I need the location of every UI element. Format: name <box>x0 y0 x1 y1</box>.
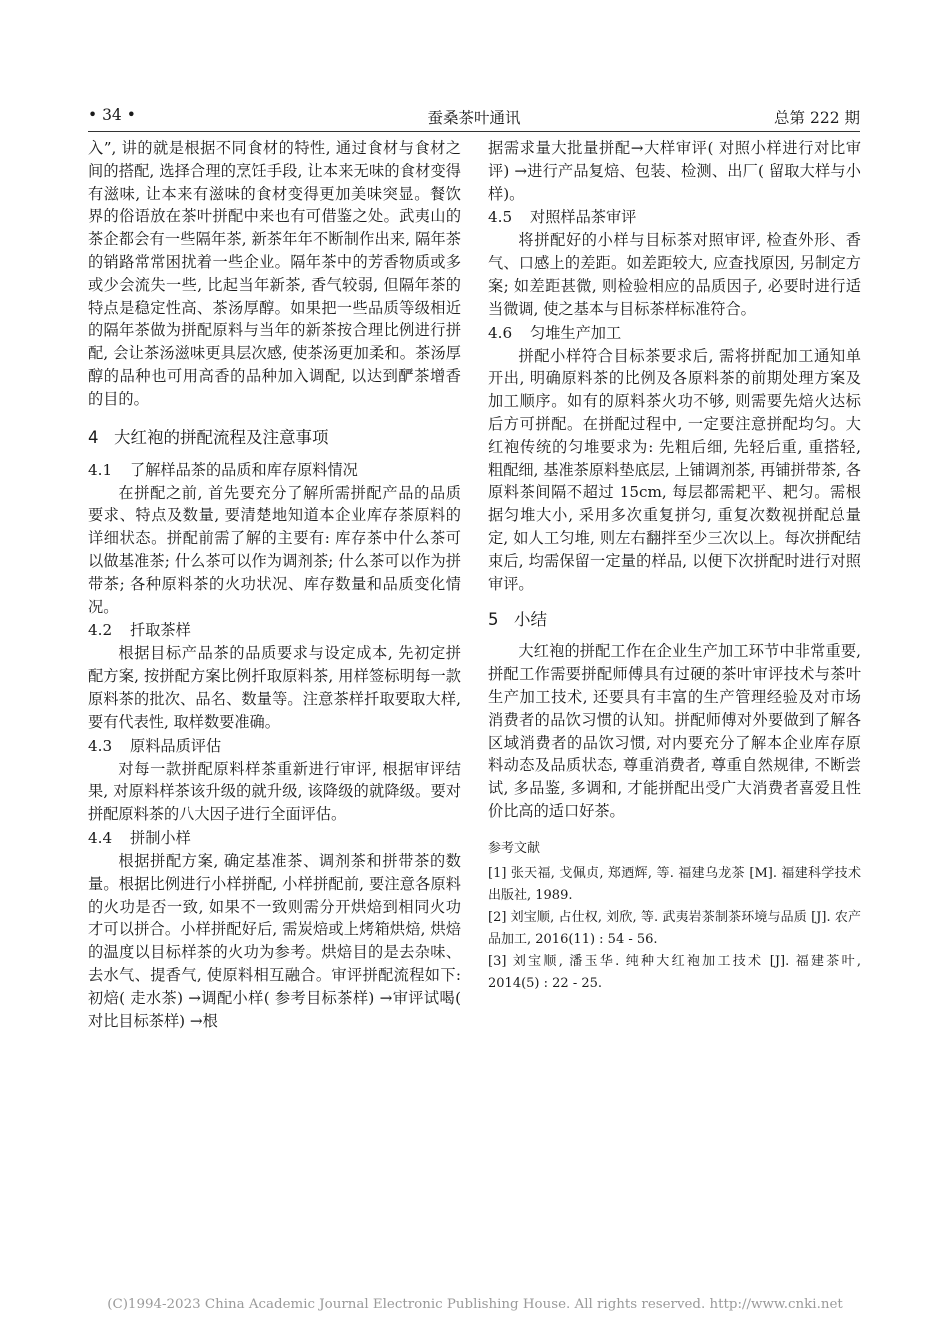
section-4-6-number: 4.6 <box>488 323 513 342</box>
section-4-3-heading <box>88 734 461 758</box>
section-4-2-title: 扦取茶样 <box>130 621 191 640</box>
section-4-6-text: 拼配小样符合目标茶要求后, 需将拼配加工通知单开出, 明确原料茶的比例及各原料茶的前期处理方案及加工顺序。如有的原料茶火功不够, 则需要先焙火达标后方可拼配。在拼配过程中, 一定要注意拼配均匀。大红袍传统的匀堆要求为: 先粗后细, 先轻后重, 重搭轻, 粗配细, 基准茶原料垫底层, 上铺调剂茶, 再铺拼带茶, 各原料茶间隔不超过 15cm, 每层都需耙平、耙匀。需根据匀堆大小, 采用多次重复拼匀, 重复次数视拼配总量定, 如人工匀堆, 则左右翻拌至少三次以上。每次拼配结束后, 均需保留一定量的样品, 以便下次拼配时进行对照审评。 <box>488 346 861 593</box>
section-4-5-title: 对照样品茶审评 <box>530 208 637 227</box>
section-4-1-title: 了解样品茶的品质和库存原料情况 <box>130 460 358 479</box>
section-4-3-number: 4.3 <box>88 736 113 755</box>
header-rule <box>88 131 860 132</box>
section-4-5-number: 4.5 <box>488 208 513 227</box>
left-column <box>88 137 461 1032</box>
intro-paragraph: 入”, 讲的就是根据不同食材的特性, 通过食材与食材之间的搭配, 选择合理的烹饪手段, 让本来无味的食材变得有滋味, 让本来有滋味的食材变得更加美味突显。餐饮界的俗语放在茶叶拼配中来也有可借鉴之处。武夷山的茶企都会有一些隔年茶, 新茶年年不断制作出来, 隔年茶的销路常常困扰着一些企业。隔年茶中的芳香物质或多或少会流失一些, 比起当年新茶, 香气较弱, 但隔年茶的特点是稳定性高、茶汤厚醇。如果把一些品质等级相近的隔年茶做为拼配原料与当年的新茶按合理比例进行拼配, 会让茶汤滋味更具层次感, 使茶汤更加柔和。茶汤厚醇的品种也可用高香的品种加入调配, 以达到酽茶增香的目的。 <box>88 139 461 408</box>
section-4-1-text: 在拼配之前, 首先要充分了解所需拼配产品的品质要求、特点及数量, 要清楚地知道本企业库存茶原料的详细状态。拼配前需了解的主要有: 库存茶中什么茶可以做基准茶; 什么茶可以作为调剂茶; 什么茶可以作为拼带茶; 各种原料茶的火功状况、库存数量和品质变化情况。 <box>88 483 461 616</box>
section-4-5-text: 将拼配好的小样与目标茶对照审评, 检查外形、香气、口感上的差距。如差距较大, 应查找原因, 另制定方案; 如差距甚微, 则检验相应的品质因子, 必要时进行适当微调, 使之基本与目标茶样标准符合。 <box>488 231 861 318</box>
section-4-6-heading <box>488 321 861 345</box>
section-4-3-text: 对每一款拼配原料样茶重新进行审评, 根据审评结果, 对原料样茶该升级的就升级, 该降级的就降级。要对拼配原料茶的八大因子进行全面评估。 <box>88 759 461 824</box>
reference-item: [2] 刘宝顺, 占仕权, 刘欣, 等. 武夷岩茶制茶环境与品质 [J]. 农产品加工, 2016(11) : 54 - 56. <box>488 909 861 947</box>
section-4-2-number: 4.2 <box>88 621 113 640</box>
section-4-1-heading <box>88 458 461 482</box>
section-4-3-title: 原料品质评估 <box>130 736 222 755</box>
section-5-title: 小结 <box>514 610 547 630</box>
section-4-5-heading <box>488 205 861 229</box>
section-4-6-title: 匀堆生产加工 <box>530 323 622 342</box>
section-4-1-number: 4.1 <box>88 460 113 479</box>
journal-title: 蚕桑茶叶通讯 <box>427 109 521 127</box>
section-4-number: 4 <box>88 427 99 447</box>
reference-item: [3] 刘宝顺, 潘玉华. 纯种大红袍加工技术 [J]. 福建茶叶, 2014(5) : 22 - 25. <box>488 953 861 991</box>
references-list <box>488 863 861 995</box>
section-4-4-title: 拼制小样 <box>130 828 191 847</box>
page-number: • 34 • <box>88 106 136 124</box>
section-4-4-continued: 据需求量大批量拼配→大样审评( 对照小样进行对比审评) →进行产品复焙、包装、检测、出厂( 留取大样与小样)。 <box>488 139 861 203</box>
section-4-2-heading <box>88 618 461 642</box>
section-4-heading <box>88 417 461 458</box>
section-5-text: 大红袍的拼配工作在企业生产加工环节中非常重要, 拼配工作需要拼配师傅具有过硬的茶叶审评技术与茶叶生产加工技术, 还要具有丰富的生产管理经验及对市场消费者的品饮习惯的认知。拼配师傅对外要做到了解各区域消费者的品饮习惯, 对内要充分了解本企业库存原料动态及品质状态, 尊重消费者, 尊重自然规律, 不断尝试, 多品鉴, 多调和, 才能拼配出受广大消费者喜爱且性价比高的适口好茶。 <box>488 642 861 820</box>
references-title: 参考文献 <box>488 840 541 856</box>
section-4-4-text: 根据拼配方案, 确定基准茶、调剂茶和拼带茶的数量。根据比例进行小样拼配, 小样拼配前, 要注意各原料的火功是否一致, 如果不一致则需分开烘焙到相同火功才可以拼合。小样拼配好后, 需炭焙或上烤箱烘焙, 烘焙的温度以目标样茶的火功为参考。烘焙目的是去杂味、去水气、提香气, 使原料相互融合。审评拼配流程如下: 初焙( 走水茶) →调配小样( 参考目标茶样) →审评试喝( 对比目标茶样) →根 <box>88 851 461 1030</box>
issue-number: 总第 222 期 <box>774 109 860 127</box>
right-column <box>488 137 861 995</box>
section-4-2-text: 根据目标产品茶的品质要求与设定成本, 先初定拼配方案, 按拼配方案比例扦取原料茶, 用样签标明每一款原料茶的批次、品名、数量等。注意茶样扦取要取大样, 要有代表性, 取样数要准确。 <box>88 644 461 731</box>
section-5-number: 5 <box>488 610 499 630</box>
copyright-footer: (C)1994-2023 China Academic Journal Electronic Publishing House. All rights reserved. http://www.cnki.net <box>107 1297 843 1312</box>
section-4-4-number: 4.4 <box>88 828 113 847</box>
page-header <box>88 106 860 132</box>
section-4-title: 大红袍的拼配流程及注意事项 <box>114 427 329 447</box>
section-5-heading <box>488 599 861 640</box>
section-4-4-heading <box>88 826 461 850</box>
reference-item: [1] 张天福, 戈佩贞, 郑迺辉, 等. 福建乌龙茶 [M]. 福建科学技术出版社, 1989. <box>488 865 861 903</box>
